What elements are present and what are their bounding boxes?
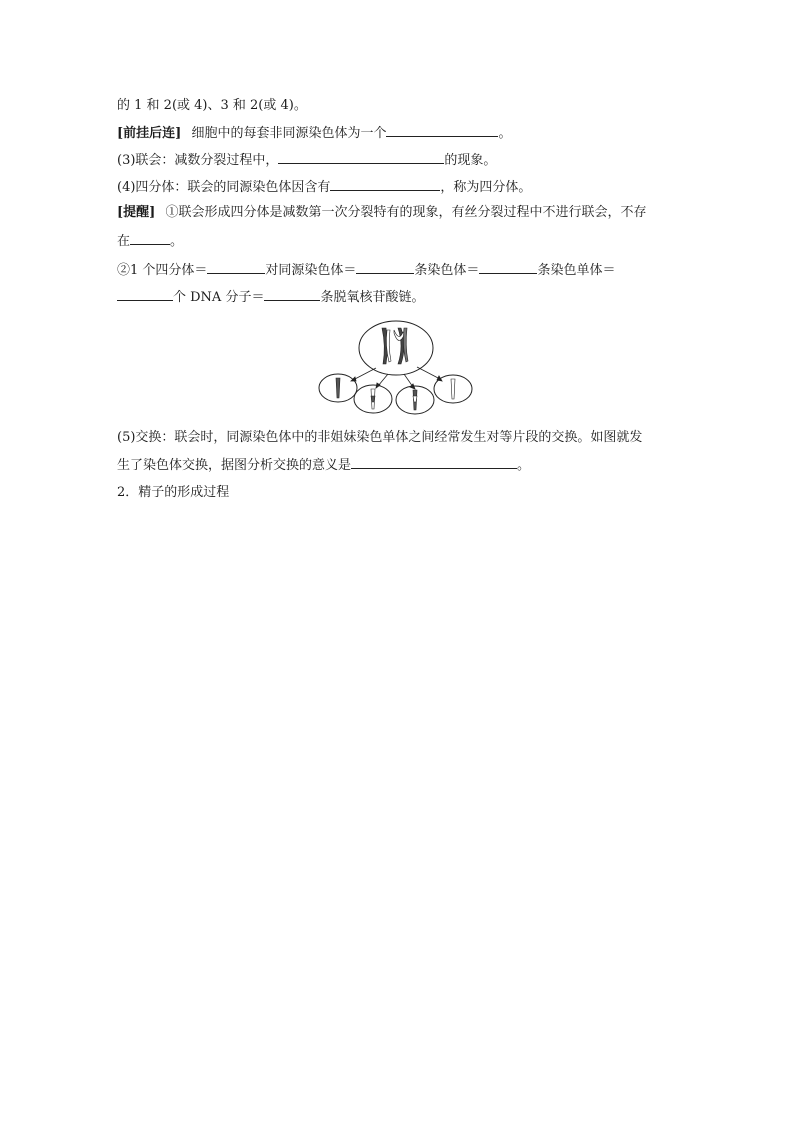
tip-line-2 (117, 230, 183, 252)
item-4-line (117, 176, 531, 198)
note-line (117, 122, 511, 144)
answer-blank[interactable] (130, 230, 170, 245)
tip-line-3 (117, 259, 615, 281)
note-end: 。 (498, 126, 512, 141)
tetrad-icon (382, 328, 408, 364)
item-3-line (117, 149, 496, 171)
item5-prefix: 生了染色体交换，据图分析交换的意义是 (117, 458, 352, 473)
tip2-b: 对同源染色体＝ (265, 263, 357, 278)
answer-blank[interactable] (207, 259, 265, 274)
line1-text: 的 1 和 2(或 4)、3 和 2(或 4)。 (117, 98, 307, 113)
tip1-cont: 在 (117, 234, 131, 249)
answer-blank[interactable] (386, 122, 498, 137)
tip2-a: ②1 个四分体＝ (117, 263, 208, 278)
tip2-e: 个 DNA 分子＝ (173, 290, 265, 305)
item-5-line-2 (117, 454, 530, 476)
note-text: 细胞中的每套非同源染色体为一个 (191, 126, 387, 141)
chromosome-crossover-diagram (316, 318, 476, 418)
tip-line-1 (117, 203, 646, 223)
section-2-heading (117, 483, 229, 503)
item4-prefix: (4)四分体：联会的同源染色体因含有 (117, 180, 331, 195)
item5-line1: (5)交换：联会时，同源染色体中的非姐妹染色单体之间经常发生对等片段的交换。如图就发 (117, 430, 643, 445)
tip1-end: 。 (170, 234, 184, 249)
tip1-text: ①联会形成四分体是减数第一次分裂特有的现象，有丝分裂过程中不进行联会，不存 (165, 205, 647, 220)
tip-line-4 (117, 286, 424, 308)
item3-suffix: 的现象。 (444, 153, 497, 168)
item3-prefix: (3)联会：减数分裂过程中， (117, 153, 279, 168)
answer-blank[interactable] (356, 259, 414, 274)
tip2-c: 条染色体＝ (414, 263, 480, 278)
answer-blank[interactable] (278, 149, 444, 164)
tip2-f: 条脱氧核苷酸链。 (320, 290, 425, 305)
item5-end: 。 (517, 458, 531, 473)
item-5-line-1 (117, 428, 642, 448)
answer-blank[interactable] (330, 176, 440, 191)
item4-suffix: ，称为四分体。 (440, 180, 532, 195)
text-line-1 (117, 96, 307, 116)
answer-blank[interactable] (479, 259, 537, 274)
answer-blank[interactable] (264, 286, 320, 301)
tip-label: [提醒] (117, 205, 156, 220)
section2-text: 2．精子的形成过程 (117, 485, 230, 500)
answer-blank[interactable] (351, 454, 517, 469)
tip2-d: 条染色单体＝ (537, 263, 616, 278)
answer-blank[interactable] (117, 286, 173, 301)
note-label: [前挂后连] (117, 126, 182, 141)
